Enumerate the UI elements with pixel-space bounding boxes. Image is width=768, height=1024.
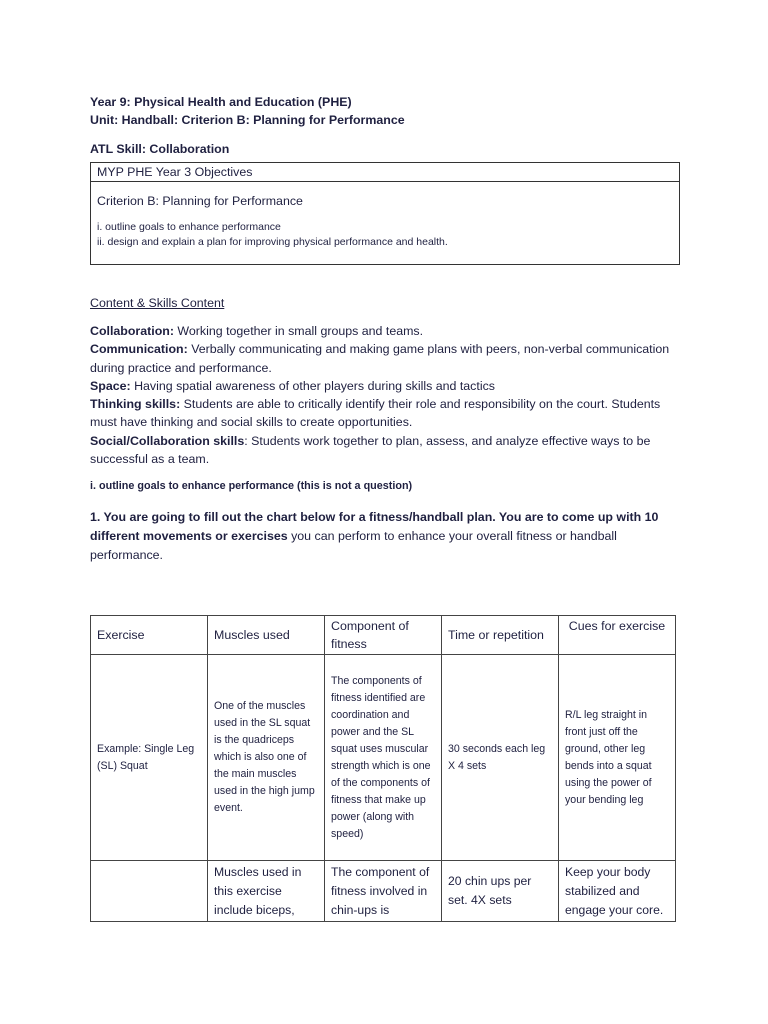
document-page	[90, 93, 680, 565]
skill-communication	[90, 340, 680, 377]
cell-cues[interactable]: R/L leg straight in front just off the ground, other leg bends into a squat using the power of your bending leg	[559, 655, 676, 861]
cell-component[interactable]: The component of fitness involved in chin-ups is	[325, 861, 442, 922]
cell-exercise[interactable]: Example: Single Leg (SL) Squat	[91, 655, 208, 861]
cell-component[interactable]: The components of fitness identified are coordination and power and the SL squat uses muscular strength which is one of the components of fitness that make up power (along with speed)	[325, 655, 442, 861]
skill-text: Students are able to critically identify their role and responsibility on the court. Students must have thinking and social skills to create opportunities.	[90, 397, 661, 430]
header-time: Time or repetition	[442, 616, 559, 655]
cell-time[interactable]: 30 seconds each leg X 4 sets	[442, 655, 559, 861]
skill-text: Verbally communicating and making game plans with peers, non-verbal communication during practice and performance.	[90, 342, 670, 375]
objectives-title: MYP PHE Year 3 Objectives	[91, 163, 679, 182]
header-exercise: Exercise	[91, 616, 208, 655]
cell-muscles[interactable]: One of the muscles used in the SL squat is the quadriceps which is also one of the main muscles used in the high jump event.	[208, 655, 325, 861]
question-1	[90, 508, 680, 565]
cell-cues[interactable]: Keep your body stabilized and engage your core.	[559, 861, 676, 922]
skill-text: : Students work together to plan, assess, and analyze effective ways to be successful as a team.	[90, 433, 651, 467]
header-cues: Cues for exercise	[559, 616, 676, 655]
objective-item-2: ii. design and explain a plan for improving physical performance and health.	[97, 236, 448, 248]
header-component: Component of fitness	[325, 616, 442, 655]
skill-social-collaboration	[90, 432, 680, 469]
header-muscles: Muscles used	[208, 616, 325, 655]
content-skills-heading: Content & Skills Content	[90, 296, 225, 310]
cell-muscles[interactable]: Muscles used in this exercise include biceps,	[208, 861, 325, 922]
skill-collaboration	[90, 322, 680, 340]
fitness-plan-table	[90, 615, 676, 922]
objectives-box	[90, 162, 680, 265]
skill-label: Social/Collaboration skills	[90, 433, 245, 448]
question-rest: you can perform to enhance your overall fitness or handball performance.	[90, 529, 617, 563]
skill-label: Collaboration:	[90, 324, 174, 338]
skill-label: Space:	[90, 378, 131, 393]
objectives-criterion: Criterion B: Planning for Performance	[97, 194, 303, 208]
table-row	[91, 655, 676, 861]
objectives-body	[91, 182, 679, 264]
objective-item-1: i. outline goals to enhance performance	[97, 221, 281, 233]
course-title: Year 9: Physical Health and Education (PHE)	[90, 95, 352, 109]
cell-exercise[interactable]	[91, 861, 208, 922]
question-bold: 1. You are going to fill out the chart below for a fitness/handball plan. You are to come up with 10 different movements or exercises	[90, 510, 659, 544]
skill-text: Having spatial awareness of other players during skills and tactics	[130, 378, 495, 393]
skill-thinking	[90, 395, 680, 432]
skills-list	[90, 322, 680, 468]
cell-time[interactable]: 20 chin ups per set. 4X sets	[442, 861, 559, 922]
skill-label: Communication:	[90, 342, 188, 357]
atl-skill: ATL Skill: Collaboration	[90, 142, 230, 156]
unit-title: Unit: Handball: Criterion B: Planning for Performance	[90, 113, 405, 127]
table-header-row	[91, 616, 676, 655]
goal-note: i. outline goals to enhance performance (this is not a question)	[90, 480, 413, 493]
table-row	[91, 861, 676, 922]
skill-text: Working together in small groups and teams.	[173, 324, 424, 338]
skill-label: Thinking skills:	[90, 397, 181, 412]
skill-space	[90, 377, 680, 395]
